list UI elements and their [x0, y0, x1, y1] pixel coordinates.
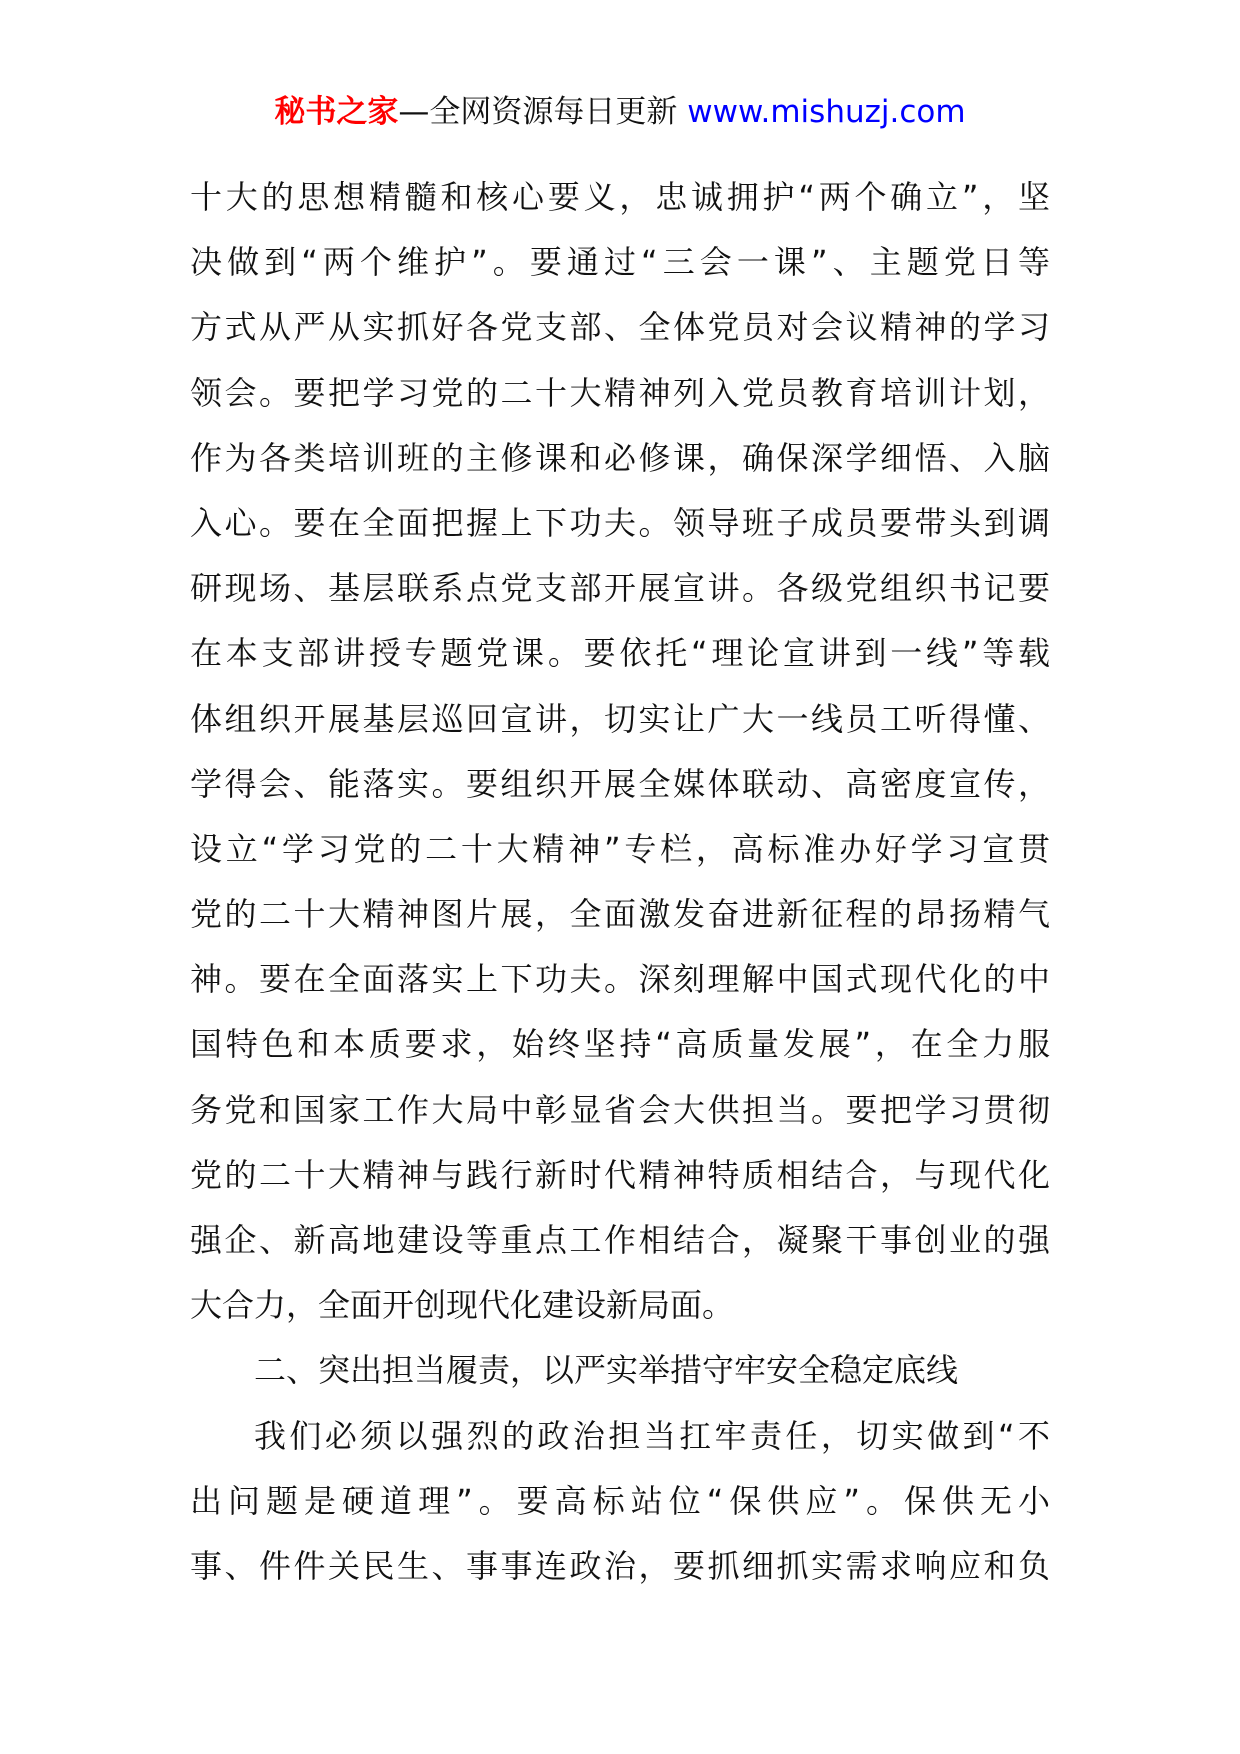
brand-name: 秘书之家	[274, 94, 399, 130]
document-body	[190, 165, 1050, 1599]
body-line: 方式从严从实抓好各党支部、全体党员对会议精神的学习	[190, 308, 1050, 347]
body-line: 领会。要把学习党的二十大精神列入党员教育培训计划，	[190, 373, 1050, 412]
body-line: 在本支部讲授专题党课。要依托“理论宣讲到一线”等载	[190, 634, 1050, 673]
body-line: 党的二十大精神图片展，全面激发奋进新征程的昂扬精气	[190, 895, 1050, 934]
body-line: 十大的思想精髓和核心要义，忠诚拥护“两个确立”，坚	[190, 178, 1050, 216]
header-slogan: —全网资源每日更新	[398, 94, 678, 130]
body-line: 体组织开展基层巡回宣讲，切实让广大一线员工听得懂、	[190, 699, 1050, 738]
body-line: 大合力，全面开创现代化建设新局面。	[190, 1286, 735, 1325]
section-heading: 二、突出担当履责，以严实举措守牢安全稳定底线	[254, 1351, 959, 1390]
site-header	[0, 92, 1240, 132]
body-line: 设立“学习党的二十大精神”专栏，高标准办好学习宣贯	[190, 829, 1050, 868]
body-line: 入心。要在全面把握上下功夫。领导班子成员要带头到调	[190, 503, 1050, 542]
body-line: 事、件件关民生、事事连政治，要抓细抓实需求响应和负	[190, 1546, 1050, 1585]
body-line: 我们必须以强烈的政治担当扛牢责任，切实做到“不	[254, 1416, 1050, 1455]
body-line: 务党和国家工作大局中彰显省会大供担当。要把学习贯彻	[190, 1090, 1050, 1129]
body-line: 国特色和本质要求，始终坚持“高质量发展”，在全力服	[190, 1025, 1050, 1064]
body-line: 研现场、基层联系点党支部开展宣讲。各级党组织书记要	[190, 569, 1050, 608]
site-url-link[interactable]: www.mishuzj.com	[687, 94, 966, 130]
body-line: 强企、新高地建设等重点工作相结合，凝聚干事创业的强	[190, 1221, 1050, 1259]
body-line: 党的二十大精神与践行新时代精神特质相结合，与现代化	[190, 1155, 1050, 1194]
body-line: 学得会、能落实。要组织开展全媒体联动、高密度宣传，	[190, 764, 1050, 803]
body-line: 决做到“两个维护”。要通过“三会一课”、主题党日等	[190, 243, 1050, 282]
body-line: 出问题是硬道理”。要高标站位“保供应”。保供无小	[190, 1481, 1050, 1520]
body-line: 神。要在全面落实上下功夫。深刻理解中国式现代化的中	[190, 960, 1050, 999]
body-line: 作为各类培训班的主修课和必修课，确保深学细悟、入脑	[190, 438, 1050, 477]
